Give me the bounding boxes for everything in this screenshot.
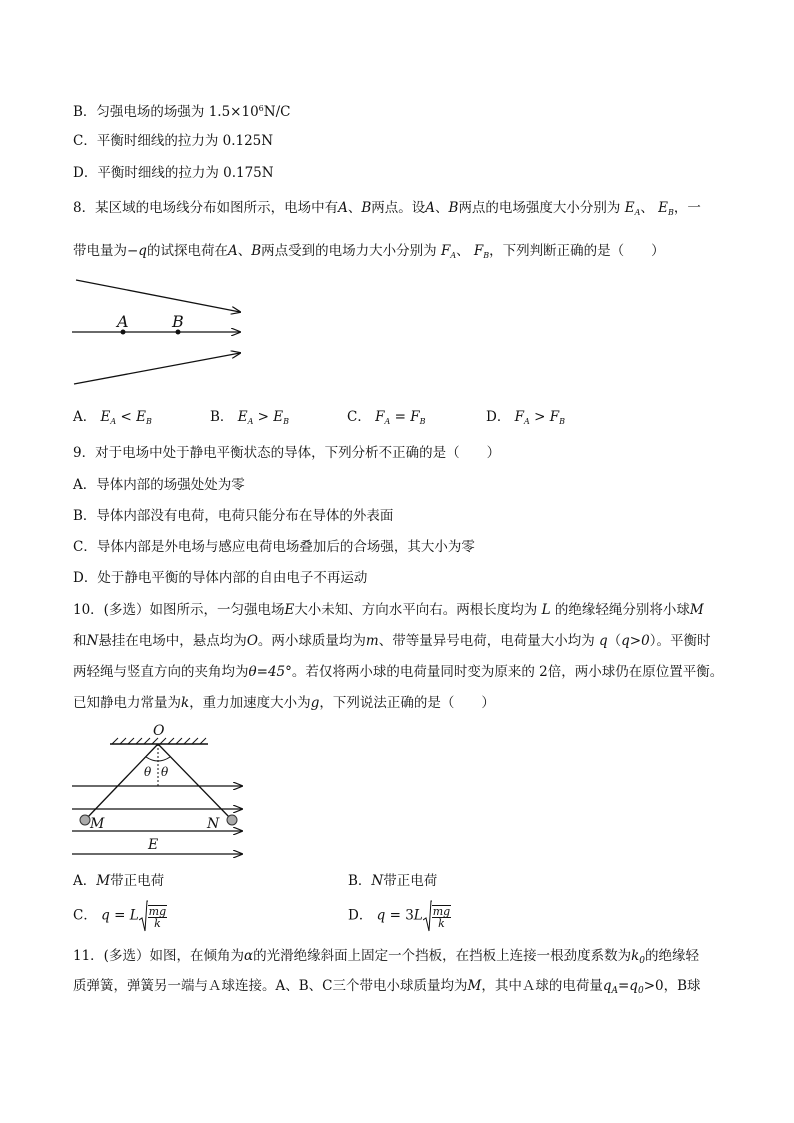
theta-left: θ <box>144 765 152 779</box>
ball-m <box>80 815 90 825</box>
q10-stem-line3: 两轻绳与竖直方向的夹角均为θ=45°。若仅将两小球的电荷量同时变为原来的 2倍，两小球仍在原位置平衡。 <box>73 664 724 680</box>
q9-option-c: C．导体内部是外电场与感应电荷电场叠加后的合场强，其大小为零 <box>73 539 475 555</box>
q7-option-b: B．匀强电场的场强为 $1.5\times 10^6N/C$ <box>73 104 291 120</box>
label-b: B <box>172 312 184 331</box>
theta-right: θ <box>161 765 169 779</box>
q9-option-d: D．处于静电平衡的导体内部的自由电子不再运动 <box>73 570 368 586</box>
q8-option-d: D． $F_A > F_B$ <box>486 409 565 426</box>
q10-option-d: D． q = 3L $\frac{mg}{k}$ <box>348 900 451 932</box>
q11-stem-line2: 质弹簧，弹簧另一端与Ａ球连接。A、B、C三个带电小球质量均为M，其中Ａ球的电荷量$q_A=q_0>0$，B球 <box>73 978 701 996</box>
label-e: E <box>148 837 159 853</box>
q8-option-a: A． $E_A < E_B$ <box>73 409 152 426</box>
label-o: O <box>153 723 165 739</box>
sqrt-sign <box>423 900 432 932</box>
q8-option-b: B． $E_A > E_B$ <box>210 409 290 426</box>
field-line-top <box>76 280 240 312</box>
q9-stem: 9．对于电场中处于静电平衡状态的导体，下列分析不正确的是（ ） <box>73 445 501 461</box>
label-a: A <box>117 312 129 331</box>
q10-stem-line4: 已知静电力常量为k，重力加速度大小为g，下列说法正确的是（ ） <box>73 695 495 711</box>
q10-option-c: C． q = L $\frac{mg}{k}$ <box>73 900 167 932</box>
q7-option-d: D．平衡时细线的拉力为 0.175N <box>73 165 274 181</box>
q10-option-b: B．N带正电荷 <box>348 873 438 889</box>
label-n: N <box>207 816 220 832</box>
string-m <box>86 744 158 819</box>
q8-stem-line1: 8．某区域的电场线分布如图所示，电场中有A、B两点。设A、B两点的电场强度大小分别为 $E_A$、 $E_B$，一 <box>73 200 701 217</box>
q9-option-b: B．导体内部没有电荷，电荷只能分布在导体的外表面 <box>73 508 394 524</box>
q10-stem-line2: 和N悬挂在电场中，悬点均为O。两小球质量均为m、带等量异号电荷，电荷量大小均为 q（q>0）。平衡时 <box>73 633 711 649</box>
q10-option-a: A．M带正电荷 <box>73 873 165 889</box>
sqrt-sign <box>139 900 148 932</box>
q8-field-lines-figure <box>66 274 256 394</box>
label-m: M <box>90 816 105 832</box>
ball-n <box>227 815 237 825</box>
q10-stem-line1: 10．(多选）如图所示，一匀强电场E大小未知、方向水平向右。两根长度均为 L 的绝缘轻绳分别将小球M <box>73 602 704 618</box>
q10-pendulum-figure <box>66 720 256 865</box>
q8-option-c: C． $F_A = F_B$ <box>347 409 426 426</box>
q7-option-c: C．平衡时细线的拉力为 0.125N <box>73 133 274 149</box>
string-n <box>158 744 231 819</box>
q8-stem-line2: 带电量为−q的试探电荷在A、B两点受到的电场力大小分别为 $F_A$、 $F_B$，下列判断正确的是（ ） <box>73 243 665 260</box>
q9-option-a: A．导体内部的场强处处为零 <box>73 477 245 493</box>
field-line-bottom <box>74 353 240 384</box>
q11-stem-line1: 11．(多选）如图，在倾角为α的光滑绝缘斜面上固定一个挡板，在挡板上连接一根劲度系数为$k_0$的绝缘轻 <box>73 948 699 966</box>
